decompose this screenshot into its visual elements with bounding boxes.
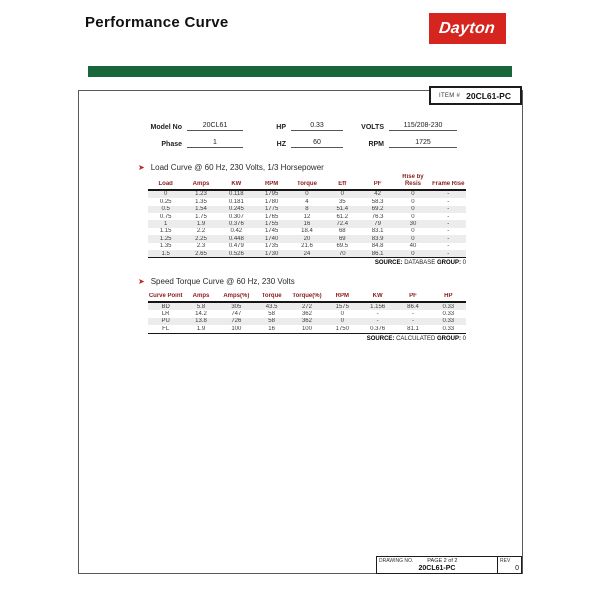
table-cell: - <box>447 206 450 213</box>
table-cell: 0 <box>340 191 344 198</box>
table-cell: 1750 <box>335 325 349 332</box>
page-indicator: PAGE 2 of 2 <box>427 558 458 564</box>
table-cell: - <box>447 235 450 242</box>
group-label: GROUP: <box>436 260 461 267</box>
table-cell: 0.526 <box>228 250 244 257</box>
volts-value: 115/208-230 <box>389 122 457 131</box>
table-cell: 0 <box>411 213 415 220</box>
speed-torque-table-body <box>148 303 466 334</box>
table-cell: 0.479 <box>228 243 244 250</box>
table-cell: PU <box>161 318 170 325</box>
speed-torque-section-header <box>138 277 295 286</box>
table-cell: 1755 <box>264 221 279 228</box>
table-cell: 1795 <box>264 191 279 198</box>
table-cell: - <box>447 198 450 205</box>
table-cell: 35 <box>338 198 346 205</box>
table-cell: 0.33 <box>442 303 455 310</box>
model-no-label: Model No <box>150 124 182 131</box>
table-cell: 72.4 <box>336 221 349 228</box>
table-cell: 16 <box>268 325 275 332</box>
table-cell: BD <box>161 303 170 310</box>
table-cell: 1765 <box>264 213 279 220</box>
column-header: Rise by Resis <box>402 174 424 187</box>
table-cell: 1775 <box>264 206 279 213</box>
table-cell: 0 <box>340 311 344 318</box>
source-value: DATABASE <box>404 260 436 267</box>
table-cell: 0.245 <box>228 206 244 213</box>
table-cell: 21.6 <box>301 243 313 250</box>
load-curve-source-line <box>148 260 466 266</box>
item-number-label: ITEM # <box>439 92 461 99</box>
table-cell: 86.1 <box>371 250 384 257</box>
table-cell: 0.33 <box>442 325 455 332</box>
dayton-logo <box>429 13 506 44</box>
table-cell: - <box>447 250 450 257</box>
table-cell: 14.2 <box>195 311 207 318</box>
speed-torque-table-header <box>148 288 466 303</box>
model-no-value: 20CL61 <box>187 122 243 131</box>
hz-label: HZ <box>276 141 286 148</box>
table-cell: 362 <box>301 311 312 318</box>
table-cell: 0 <box>411 191 415 198</box>
table-cell: 747 <box>231 311 242 318</box>
table-row <box>148 325 466 332</box>
table-row <box>148 191 466 198</box>
column-header: Amps(%) <box>223 293 250 300</box>
table-cell: 1.35 <box>159 243 172 250</box>
table-cell: 1.75 <box>195 213 207 220</box>
column-header: Load <box>158 180 173 187</box>
table-cell: 58 <box>268 311 275 318</box>
table-cell: 42 <box>374 191 381 198</box>
table-cell: 0 <box>411 235 415 242</box>
column-header: RPM <box>335 293 349 300</box>
table-cell: 30 <box>409 221 417 228</box>
table-cell: 1780 <box>264 198 279 205</box>
table-cell: 1740 <box>264 235 279 242</box>
table-cell: 2.3 <box>196 243 206 250</box>
column-header: Eff <box>338 180 347 187</box>
hz-value: 60 <box>291 139 343 148</box>
table-cell: 58.3 <box>371 198 384 205</box>
dayton-logo-text: Dayton <box>438 19 497 37</box>
table-cell: 1.9 <box>196 221 206 228</box>
table-cell: 100 <box>301 325 312 332</box>
table-cell: 5.8 <box>196 303 206 310</box>
table-cell: 86.4 <box>407 303 419 310</box>
column-header: Frame Rise <box>432 180 465 187</box>
table-cell: 12 <box>303 213 311 220</box>
hp-label: HP <box>276 124 286 131</box>
table-cell: 84.8 <box>371 243 384 250</box>
table-cell: 2.2 <box>196 228 206 235</box>
table-cell: - <box>376 318 379 325</box>
column-header: RPM <box>264 180 279 187</box>
table-cell: 70 <box>338 250 346 257</box>
drawing-info-box <box>376 556 522 574</box>
column-header: Torque <box>261 293 282 300</box>
table-row <box>148 198 466 205</box>
table-cell: 0 <box>411 250 415 257</box>
source-label: SOURCE: <box>374 260 403 267</box>
table-cell: 1.25 <box>159 235 172 242</box>
table-cell: 1730 <box>264 250 279 257</box>
table-cell: 0 <box>411 198 415 205</box>
table-cell: 0.5 <box>161 206 170 213</box>
speed-torque-source-line <box>148 336 466 342</box>
column-header: KW <box>231 180 242 187</box>
table-cell: 272 <box>301 303 312 310</box>
column-header: Amps <box>192 180 210 187</box>
table-cell: 0.307 <box>228 213 244 220</box>
table-cell: 0 <box>411 206 415 213</box>
table-cell: 0 <box>411 228 415 235</box>
table-cell: 69.5 <box>336 243 349 250</box>
red-arrow-icon: ➤ <box>138 162 145 172</box>
table-row <box>148 250 466 257</box>
table-cell: 0.33 <box>442 318 455 325</box>
load-curve-table <box>148 174 466 266</box>
column-header: PF <box>409 293 417 300</box>
table-cell: 76.3 <box>371 213 384 220</box>
load-curve-table-header <box>148 174 466 191</box>
column-header: Torque <box>297 180 317 187</box>
table-row <box>148 213 466 220</box>
column-header: HP <box>444 293 453 300</box>
table-cell: 726 <box>231 318 242 325</box>
table-cell: 1 <box>163 221 168 228</box>
table-cell: - <box>447 191 450 198</box>
table-cell: 0.25 <box>159 198 172 205</box>
table-cell: 0.33 <box>442 311 455 318</box>
volts-label: VOLTS <box>361 124 384 131</box>
table-cell: 100 <box>231 325 242 332</box>
red-arrow-icon: ➤ <box>138 276 145 286</box>
table-cell: 0.376 <box>370 325 386 332</box>
table-cell: 8 <box>305 206 309 213</box>
table-cell: 4 <box>305 198 309 205</box>
rpm-value: 1725 <box>389 139 457 148</box>
column-header: KW <box>372 293 383 300</box>
phase-label: Phase <box>161 141 182 148</box>
hp-value: 0.33 <box>291 122 343 131</box>
rev-value: 0 <box>515 565 519 572</box>
table-cell: 13.8 <box>195 318 207 325</box>
phase-field <box>140 139 243 148</box>
model-no-field <box>140 122 243 131</box>
phase-value: 1 <box>187 139 243 148</box>
volts-field <box>352 122 457 131</box>
drawing-info-top-line <box>379 558 495 564</box>
table-cell: - <box>447 228 450 235</box>
table-cell: 1745 <box>264 228 279 235</box>
table-cell: 362 <box>301 318 312 325</box>
table-cell: 0 <box>340 318 344 325</box>
table-cell: 1.15 <box>159 228 172 235</box>
drawing-no-value: 20CL61-PC <box>418 565 456 572</box>
table-cell: 2.25 <box>195 235 207 242</box>
table-row <box>148 243 466 250</box>
table-cell: 16 <box>303 221 311 228</box>
rev-cell <box>497 557 521 573</box>
item-number-box <box>429 86 522 105</box>
table-cell: 1735 <box>264 243 279 250</box>
table-cell: 2.65 <box>195 250 207 257</box>
green-divider-bar <box>88 66 512 77</box>
table-row <box>148 206 466 213</box>
table-row <box>148 220 466 227</box>
table-cell: 68 <box>338 228 346 235</box>
table-cell: - <box>411 318 414 325</box>
table-row <box>148 310 466 317</box>
table-cell: - <box>447 213 450 220</box>
table-cell: 69.2 <box>371 206 384 213</box>
table-cell: 83.9 <box>371 235 384 242</box>
speed-torque-table <box>148 288 466 342</box>
table-cell: 1.23 <box>195 191 207 198</box>
table-cell: - <box>447 243 450 250</box>
column-header: Torque(%) <box>292 293 322 300</box>
table-cell: 1575 <box>335 303 349 310</box>
table-cell: 81.1 <box>407 325 419 332</box>
table-cell: 1.9 <box>196 325 206 332</box>
table-cell: 0.181 <box>228 198 244 205</box>
table-cell: - <box>411 311 414 318</box>
column-header: Curve Point <box>148 293 183 300</box>
table-cell: 1.35 <box>195 198 207 205</box>
table-cell: - <box>376 311 379 318</box>
table-cell: LR <box>161 311 170 318</box>
table-cell: 18.4 <box>301 228 313 235</box>
item-number-value: 20CL61-PC <box>466 90 511 101</box>
group-value: 0 <box>462 260 466 267</box>
column-header: PF <box>373 180 382 187</box>
table-cell: 51.4 <box>336 206 349 213</box>
load-curve-section-header <box>138 163 324 172</box>
table-cell: 0.75 <box>159 213 172 220</box>
rpm-label: RPM <box>368 141 384 148</box>
table-cell: 0.118 <box>229 191 244 198</box>
table-cell: - <box>447 221 450 228</box>
table-row <box>148 318 466 325</box>
table-cell: FL <box>162 325 170 332</box>
source-label: SOURCE: <box>366 335 395 342</box>
table-cell: 40 <box>409 243 417 250</box>
table-cell: 0.448 <box>228 235 244 242</box>
table-cell: 69 <box>338 235 346 242</box>
table-cell: 1.156 <box>370 303 386 310</box>
load-curve-title: Load Curve @ 60 Hz, 230 Volts, 1/3 Horsepower <box>150 163 324 172</box>
speed-torque-title: Speed Torque Curve @ 60 Hz, 230 Volts <box>150 277 295 286</box>
column-header: Amps <box>192 293 210 300</box>
table-cell: 79 <box>374 221 381 228</box>
table-cell: 61.2 <box>336 213 349 220</box>
table-cell: 0.42 <box>230 228 243 235</box>
drawing-no-label: DRAWING NO. <box>379 558 414 564</box>
table-cell: 305 <box>231 303 242 310</box>
rpm-field <box>352 139 457 148</box>
hz-field <box>266 139 343 148</box>
table-cell: 58 <box>268 318 275 325</box>
table-cell: 0.376 <box>228 221 244 228</box>
load-curve-table-body <box>148 191 466 259</box>
table-row <box>148 303 466 310</box>
table-cell: 0 <box>305 191 309 198</box>
table-cell: 83.1 <box>371 228 384 235</box>
table-cell: 24 <box>303 250 311 257</box>
source-value: CALCULATED <box>396 335 436 342</box>
hp-field <box>266 122 343 131</box>
table-row <box>148 235 466 242</box>
table-cell: 20 <box>303 235 311 242</box>
drawing-info-left <box>377 557 497 573</box>
table-cell: 0 <box>163 191 168 198</box>
page-title: Performance Curve <box>85 14 229 31</box>
group-label: GROUP: <box>436 335 461 342</box>
table-row <box>148 228 466 235</box>
table-cell: 43.5 <box>265 303 278 310</box>
table-cell: 1.54 <box>195 206 207 213</box>
group-value: 0 <box>462 335 466 342</box>
rev-label: REV <box>500 558 511 564</box>
table-cell: 1.5 <box>161 250 170 257</box>
